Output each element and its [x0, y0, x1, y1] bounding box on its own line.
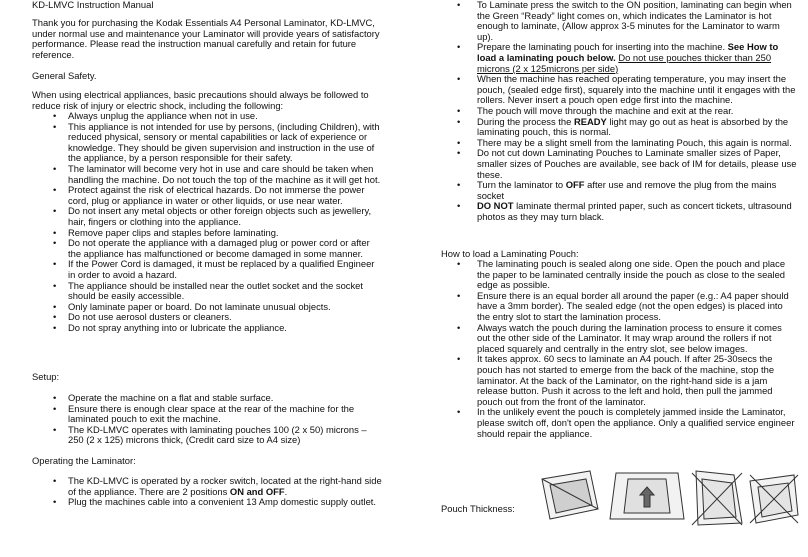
loading-heading: How to load a Laminating Pouch: [441, 248, 579, 259]
safety-intro: When using electrical appliances, basic precautions should always be followed to reduce risk of injury or electric shock, including the following: [32, 89, 369, 111]
operating-heading: Operating the Laminator: [32, 455, 136, 466]
bold-text: DO NOT [477, 200, 514, 212]
list-item: • Protect against the risk of electrical hazards. Do not immerse the power cord, plug or appliance in water or other liquids, or use near water. [32, 185, 384, 206]
safety-list [32, 111, 384, 333]
loading-list [441, 259, 797, 439]
list-item [441, 42, 797, 74]
underlined-text: Do not use pouches thicker than 250 microns (2 x 125microns per side) [477, 51, 772, 74]
list-item: • Do not cut down Laminating Pouches to Laminate smaller sizes of Paper, smaller sizes of Pouches are available, see back of IM for details, please use these. [441, 148, 797, 180]
text: laminate thermal printed paper, such as concert tickets, ultrasound photos as they may turn black. [477, 200, 792, 222]
safety-heading: General Safety. [32, 70, 97, 81]
setup-heading: Setup: [32, 371, 60, 382]
list-item: • Ensure there is an equal border all around the paper (e.g.: A4 paper should have a 3mm border). The sealed edge (not the open edges) is placed into the entry slot to start the lamination process. [441, 291, 797, 323]
text: light may go out as heat is absorbed by the laminating pouch, this is normal. [477, 115, 789, 138]
text: Prepare the laminating pouch for inserting into the machine. [477, 41, 728, 53]
list-item: • Do not spray anything into or lubricate the appliance. [32, 323, 384, 334]
list-item: • The pouch will move through the machine and exit at the rear. [441, 106, 797, 117]
setup-list [32, 393, 384, 446]
operating-list-right [441, 0, 797, 222]
bold-text: READY [573, 115, 607, 127]
pouch-correct-icon [610, 473, 684, 519]
list-item [32, 476, 384, 497]
text: During the process the [477, 115, 574, 127]
list-item: • If the Power Cord is damaged, it must be replaced by a qualified Engineer in order to avoid a hazard. [32, 259, 384, 280]
list-item: • The laminating pouch is sealed along one side. Open the pouch and place the paper to be laminated centrally inside the pouch as close to the sealed edge as possible. [441, 259, 797, 291]
list-item [441, 117, 797, 138]
bold-text: OFF [565, 179, 585, 191]
page-title: KD-LMVC Instruction Manual [32, 0, 154, 10]
text: after use and remove the plug from the mains socket [477, 179, 777, 201]
pouch-insert-icon [542, 471, 598, 519]
list-item: • When the machine has reached operating temperature, you may insert the pouch, (sealed edge first), squarely into the machine until it engages with the rollers. Never insert a pouch open edge first into the machine. [441, 74, 797, 106]
list-item: • There may be a slight smell from the laminating Pouch, this again is normal. [441, 138, 797, 149]
bold-text: See How to load a laminating pouch below. [477, 41, 779, 63]
list-item: • This appliance is not intended for use by persons, (including Children), with reduced physical, sensory or mental capabilities or lack of experience or knowledge. They should be given supervision and instruction in the use of the appliance, by a person responsible for their safety. [32, 122, 384, 164]
pouch-jammed-wrong-icon [750, 475, 798, 523]
pouch-thickness-heading: Pouch Thickness: [441, 503, 515, 514]
list-item: • Ensure there is enough clear space at the rear of the machine for the laminated pouch to exit the machine. [32, 404, 384, 425]
list-item: • In the unlikely event the pouch is completely jammed inside the Laminator, please switch off, don't open the appliance. Only a qualified service engineer should repair the appliance. [441, 407, 797, 439]
list-item: • Do not operate the appliance with a damaged plug or power cord or after the appliance has malfunctioned or become damaged in some manner. [32, 238, 384, 259]
operating-list-left [32, 476, 384, 508]
list-item: • The KD-LMVC operates with laminating pouches 100 (2 x 50) microns – 250 (2 x 125) microns thick, (Credit card size to A4 size) [32, 425, 384, 446]
list-item: • The laminator will become very hot in use and care should be taken when handling the machine. Do not touch the top of the machine as it will get hot. [32, 164, 384, 185]
list-item: • Do not use aerosol dusters or cleaners. [32, 312, 384, 323]
intro-paragraph: Thank you for purchasing the Kodak Essentials A4 Personal Laminator, KD-LMVC, under normal use and maintenance your Laminator will provide years of satisfactory performance. Please read the instruction manual carefully and retain for future reference. [32, 17, 380, 60]
list-item: • Always unplug the appliance when not in use. [32, 111, 384, 122]
list-item: • Always watch the pouch during the lamination process to ensure it comes out the other side of the Laminator. It may wrap around the rollers if not placed squarely and centrally in the entry slot, see below images. [441, 323, 797, 355]
list-item: • Only laminate paper or board. Do not laminate unusual objects. [32, 302, 384, 313]
pouch-angled-wrong-icon [692, 471, 742, 525]
text: The KD-LMVC is operated by a rocker switch, located at the right-hand side of the appliance. There are 2 positions [68, 475, 382, 497]
list-item: • Plug the machines cable into a convenient 13 Amp domestic supply outlet. [32, 497, 384, 508]
pouch-diagrams [528, 465, 800, 535]
list-item: • It takes approx. 60 secs to laminate an A4 pouch. If after 25-30secs the pouch has not started to emerge from the back of the machine, stop the laminator. At the back of the Laminator, on the right-hand side is a jam release button. Push it across to the left and hold, then pull the jammed pouch out from the front of the laminator. [441, 354, 797, 407]
list-item [441, 201, 797, 222]
list-item: • Operate the machine on a flat and stable surface. [32, 393, 384, 404]
bold-text: ON and OFF [229, 485, 285, 497]
list-item: • To Laminate press the switch to the ON position, laminating can begin when the Green “Ready” light comes on, which indicates the Laminator is hot enough to laminate, (Allow approx 3-5 minutes for the Laminator to warm up). [441, 0, 797, 42]
text: . [284, 485, 288, 497]
list-item: • Do not insert any metal objects or other foreign objects such as jewellery, hair, fingers or clothing into the appliance. [32, 206, 384, 227]
text: Turn the laminator to [477, 179, 566, 191]
list-item: • The appliance should be installed near the outlet socket and the socket should be easily accessible. [32, 281, 384, 302]
list-item: • Remove paper clips and staples before laminating. [32, 228, 384, 239]
list-item [441, 180, 797, 201]
